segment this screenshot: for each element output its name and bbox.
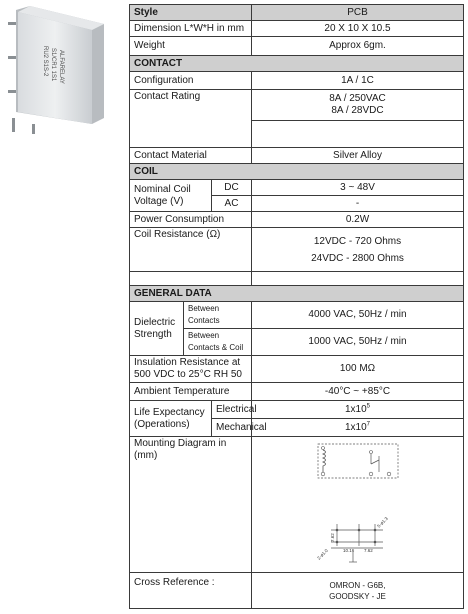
blank-value-cell — [252, 272, 464, 286]
cross-reference-row — [130, 573, 464, 609]
weight-row — [130, 37, 464, 56]
dimension-label: Dimension L*W*H in mm — [130, 21, 252, 37]
dim-hole-large: 5-ø1.3 — [375, 515, 389, 529]
mounting-diagram-cell — [252, 437, 464, 573]
contact-section-title: CONTACT — [130, 56, 464, 72]
dim-hole-small: 2-ø1.0 — [315, 547, 329, 561]
life-label: Life Expectancy (Operations) — [130, 401, 212, 437]
coil-section-title: COIL — [130, 164, 464, 180]
coil-resistance-12v: 12VDC - 720 Ohms — [313, 235, 402, 247]
style-value: PCB — [252, 5, 464, 21]
svg-text:RU2 S1S-2: RU2 S1S-2 — [42, 46, 48, 77]
dim-height: 7.62 — [329, 532, 335, 542]
cross-reference-value — [252, 573, 464, 609]
style-row — [130, 5, 464, 21]
ambient-value: -40°C ~ +85°C — [252, 383, 464, 401]
life-electrical-base: 1x10 — [344, 403, 367, 415]
nominal-dc-value: 3 ~ 48V — [252, 180, 464, 196]
coil-section — [130, 164, 464, 180]
dielectric-coil-label: Between Contacts & Coil — [184, 329, 252, 356]
contact-rating-label: Contact Rating — [130, 90, 252, 148]
life-electrical-value — [252, 401, 464, 419]
contact-rating-ac: 8A / 250VAC — [329, 93, 386, 104]
blank-row — [130, 272, 464, 286]
cross-reference-omron: OMRON - G6B, — [329, 580, 386, 590]
life-electrical-row — [130, 401, 464, 419]
nominal-voltage-label: Nominal Coil Voltage (V) — [130, 180, 212, 212]
dielectric-contacts-row — [130, 302, 464, 329]
nominal-ac-label: AC — [212, 196, 252, 212]
nominal-dc-row — [130, 180, 464, 196]
dimension-value: 20 X 10 X 10.5 — [252, 21, 464, 37]
insulation-value: 100 MΩ — [252, 356, 464, 383]
mounting-label: Mounting Diagram in (mm) — [130, 437, 252, 573]
contact-material-label: Contact Material — [130, 148, 252, 164]
mounting-diagram — [293, 440, 423, 570]
configuration-value: 1A / 1C — [252, 72, 464, 90]
dim-pitch-1: 10.16 — [342, 547, 354, 553]
dielectric-contacts-value: 4000 VAC, 50Hz / min — [252, 302, 464, 329]
life-mechanical-exp: 7 — [366, 421, 371, 428]
coil-resistance-row — [130, 228, 464, 272]
cross-reference-goodsky: GOODSKY - JE — [329, 591, 386, 601]
contact-rating-row — [130, 90, 464, 121]
contact-rating-empty-cell — [252, 121, 464, 148]
power-label: Power Consumption — [130, 212, 252, 228]
life-mechanical-base: 1x10 — [344, 421, 367, 433]
svg-text:ALFARELAY: ALFARELAY — [58, 50, 64, 84]
configuration-row — [130, 72, 464, 90]
weight-label: Weight — [130, 37, 252, 56]
life-electrical-exp: 5 — [366, 403, 371, 410]
ambient-label: Ambient Temperature — [130, 383, 252, 401]
dielectric-contacts-label: Between Contacts — [184, 302, 252, 329]
dielectric-label: Dielectric Strength — [130, 302, 184, 356]
life-mechanical-value — [252, 419, 464, 437]
contact-section — [130, 56, 464, 72]
relay-photo — [0, 0, 120, 145]
coil-resistance-label: Coil Resistance (Ω) — [130, 228, 252, 272]
contact-rating-dc: 8A / 28VDC — [331, 105, 384, 116]
nominal-ac-value: - — [252, 196, 464, 212]
power-row — [130, 212, 464, 228]
weight-value: Approx 6gm. — [252, 37, 464, 56]
dimension-row — [130, 21, 464, 37]
cross-reference-label: Cross Reference : — [130, 573, 252, 609]
svg-text:S1/CR1 1S1: S1/CR1 1S1 — [50, 48, 56, 82]
life-mechanical-label: Mechanical — [212, 419, 252, 437]
nominal-dc-label: DC — [212, 180, 252, 196]
mounting-row — [130, 437, 464, 573]
style-label: Style — [130, 5, 252, 21]
contact-material-value: Silver Alloy — [252, 148, 464, 164]
general-section — [130, 286, 464, 302]
spec-table — [129, 4, 464, 609]
coil-resistance-value — [252, 228, 464, 272]
life-electrical-label: Electrical — [212, 401, 252, 419]
insulation-label: Insulation Resistance at 500 VDC to 25°C RH 50 — [130, 356, 252, 383]
dielectric-coil-value: 1000 VAC, 50Hz / min — [252, 329, 464, 356]
ambient-row — [130, 383, 464, 401]
coil-resistance-24v: 24VDC - 2800 Ohms — [311, 252, 404, 264]
contact-material-row — [130, 148, 464, 164]
configuration-label: Configuration — [130, 72, 252, 90]
general-section-title: GENERAL DATA — [130, 286, 464, 302]
dim-pitch-2: 7.62 — [363, 547, 373, 553]
power-value: 0.2W — [252, 212, 464, 228]
blank-label-cell — [130, 272, 252, 286]
contact-rating-value — [252, 90, 464, 121]
insulation-row — [130, 356, 464, 383]
